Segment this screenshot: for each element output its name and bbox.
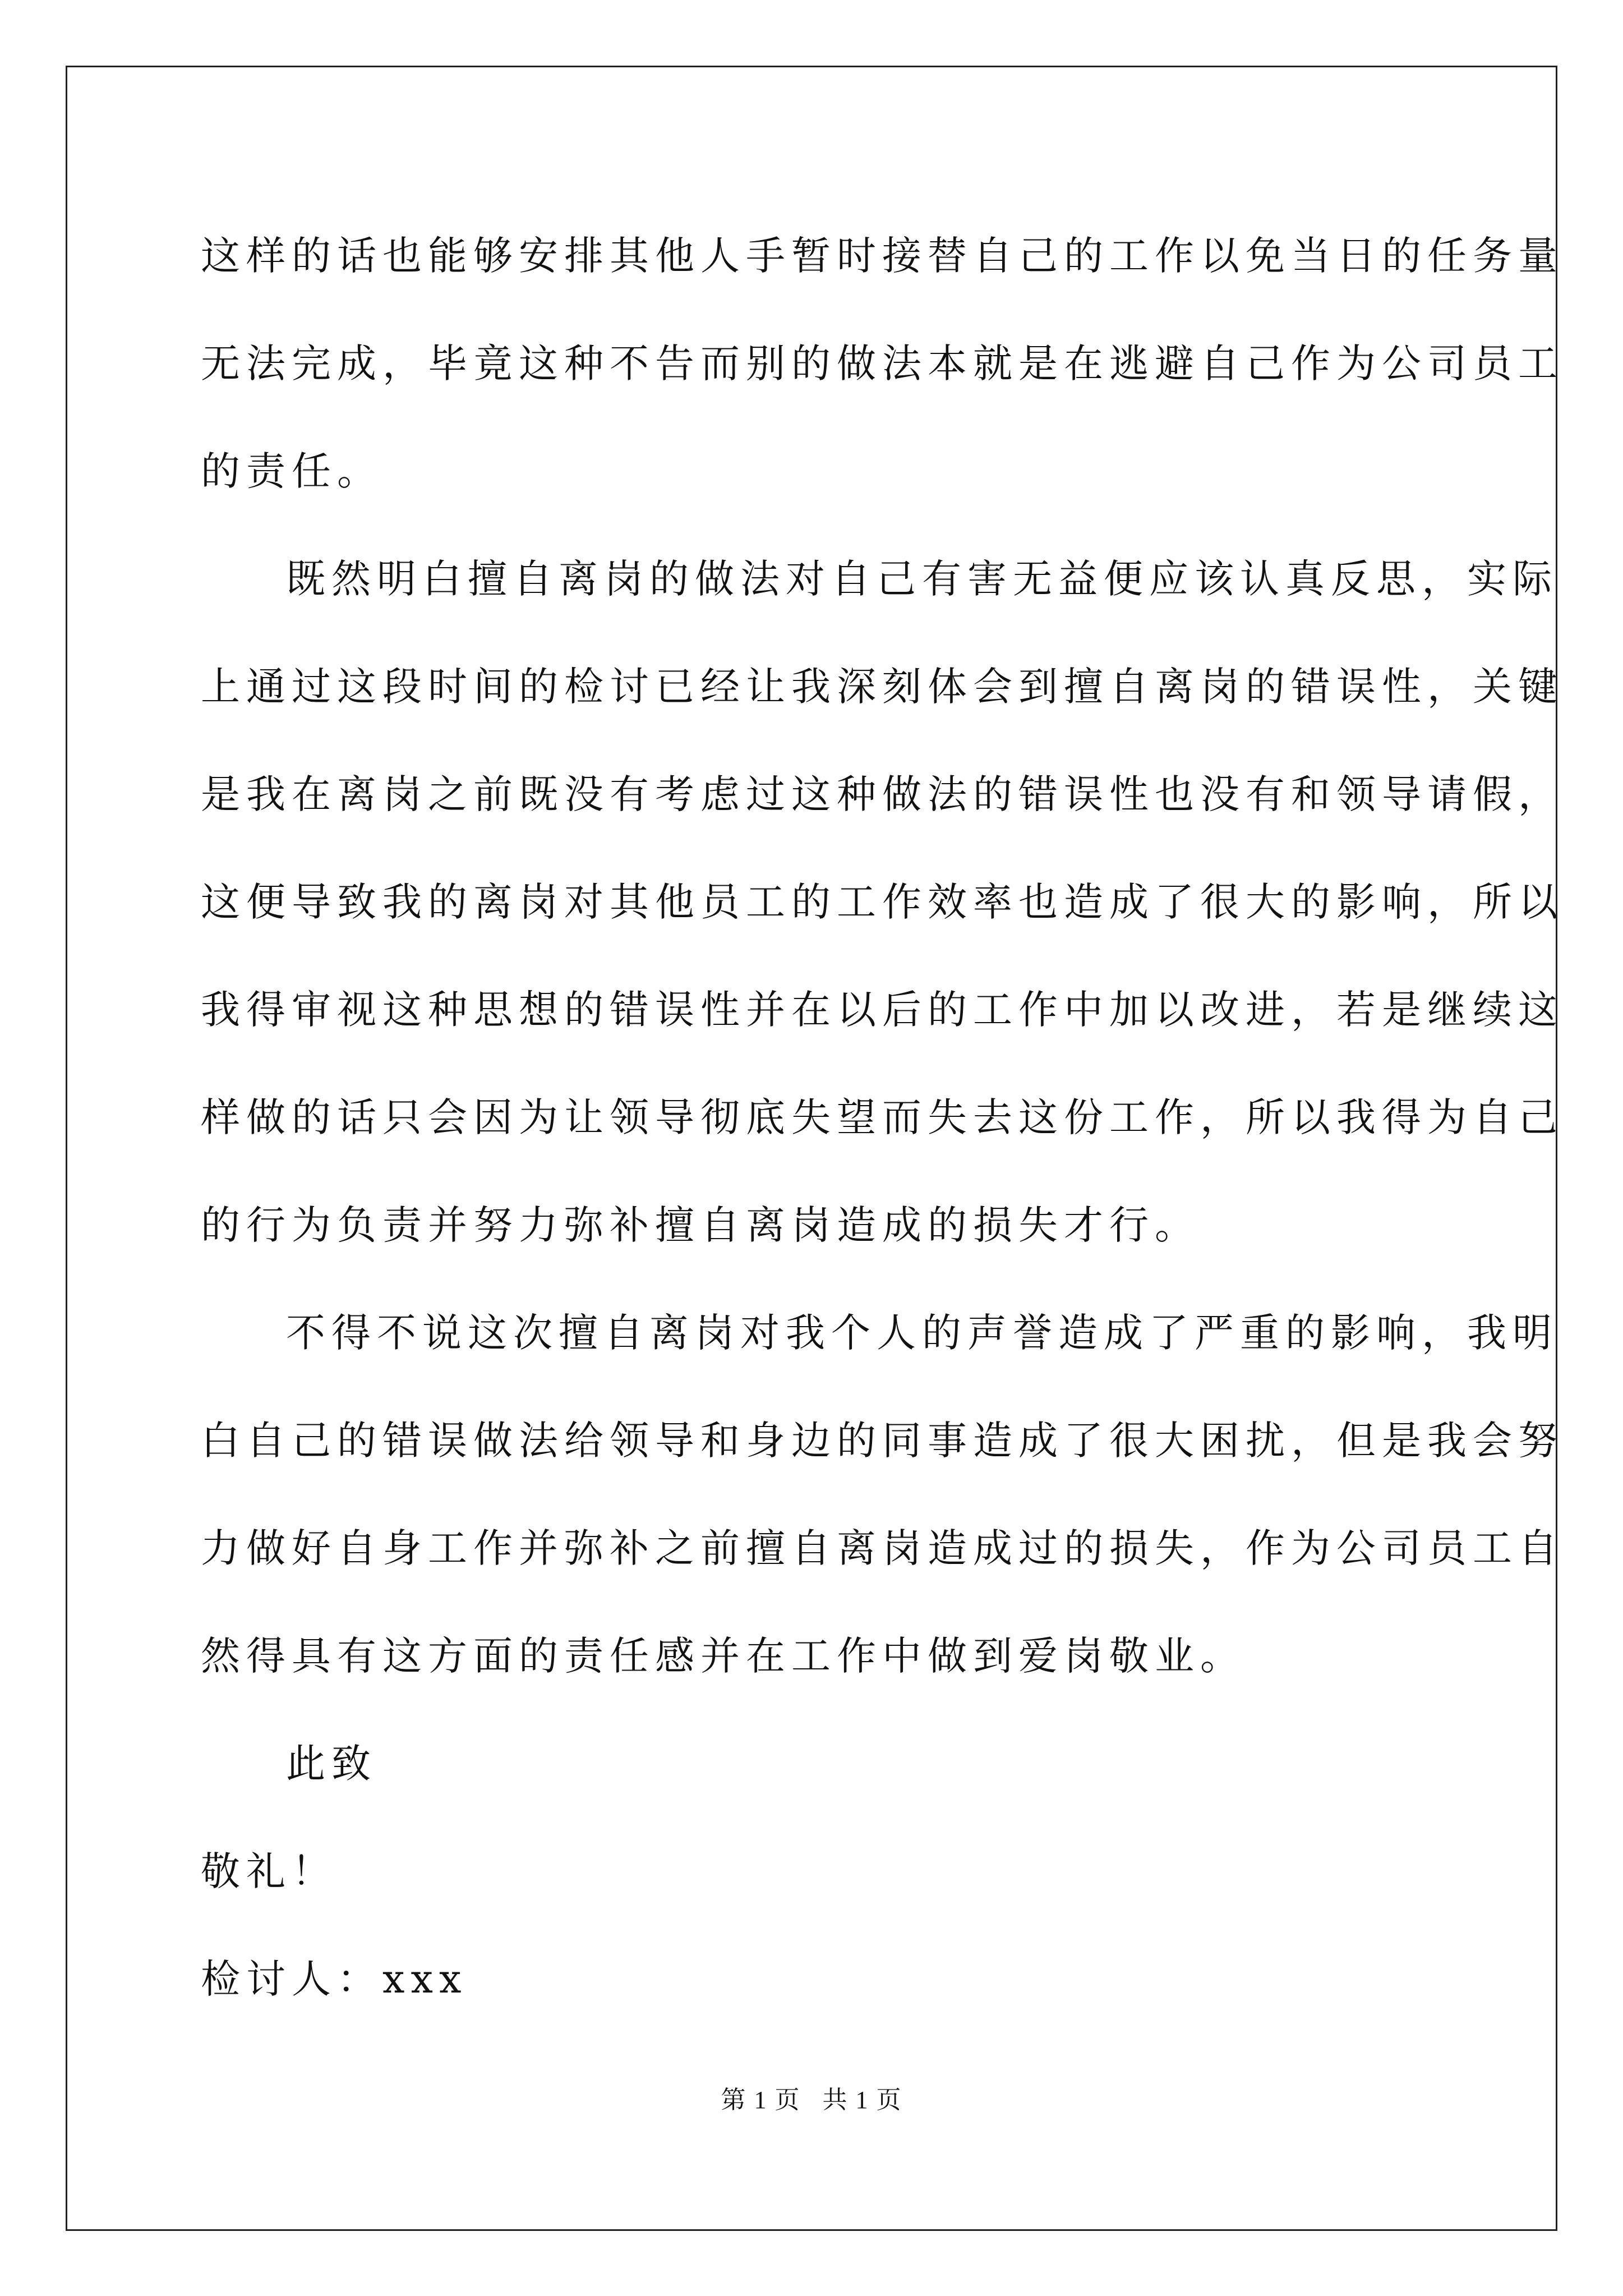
- paragraph-3: [201, 1279, 1564, 1710]
- paragraph-1: [201, 202, 1564, 525]
- text-line: 这便导致我的离岗对其他员工的工作效率也造成了很大的影响，所以: [201, 879, 1564, 925]
- page-number: 第 1 页 共 1 页: [721, 2086, 902, 2114]
- text-line: 的行为负责并努力弥补擅自离岗造成的损失才行。: [201, 1202, 1200, 1248]
- closing-text: 此致: [286, 1741, 377, 1787]
- closing: [201, 1710, 1435, 1818]
- text-line: 力做好自身工作并弥补之前擅自离岗造成过的损失，作为公司员工自: [201, 1525, 1564, 1571]
- text-line: 既然明白擅自离岗的做法对自己有害无益便应该认真反思，实际: [286, 556, 1558, 602]
- text-line: 然得具有这方面的责任感并在工作中做到爱岗敬业。: [201, 1633, 1246, 1679]
- signature: [201, 1925, 1435, 2033]
- text-line: 上通过这段时间的检讨已经让我深刻体会到擅自离岗的错误性，关键: [201, 664, 1564, 710]
- signature-text: 检讨人：xxx: [201, 1956, 468, 2002]
- text-line: 不得不说这次擅自离岗对我个人的声誉造成了严重的影响，我明: [286, 1310, 1558, 1356]
- text-line: 的责任。: [201, 448, 382, 494]
- text-line: 我得审视这种思想的错误性并在以后的工作中加以改进，若是继续这: [201, 987, 1564, 1033]
- salutation-text: 敬礼！: [201, 1848, 337, 1894]
- text-line: 这样的话也能够安排其他人手暂时接替自己的工作以免当日的任务量: [201, 233, 1564, 279]
- paragraph-2: [201, 525, 1564, 1279]
- text-line: 是我在离岗之前既没有考虑过这种做法的错误性也没有和领导请假，: [201, 771, 1564, 817]
- salutation: [201, 1818, 1435, 1925]
- text-line: 无法完成，毕竟这种不告而别的做法本就是在逃避自己作为公司员工: [201, 341, 1564, 386]
- document-body: [201, 202, 1564, 2033]
- text-line: 白自己的错误做法给领导和身边的同事造成了很大困扰，但是我会努: [201, 1418, 1564, 1464]
- text-line: 样做的话只会因为让领导彻底失望而失去这份工作，所以我得为自己: [201, 1094, 1564, 1140]
